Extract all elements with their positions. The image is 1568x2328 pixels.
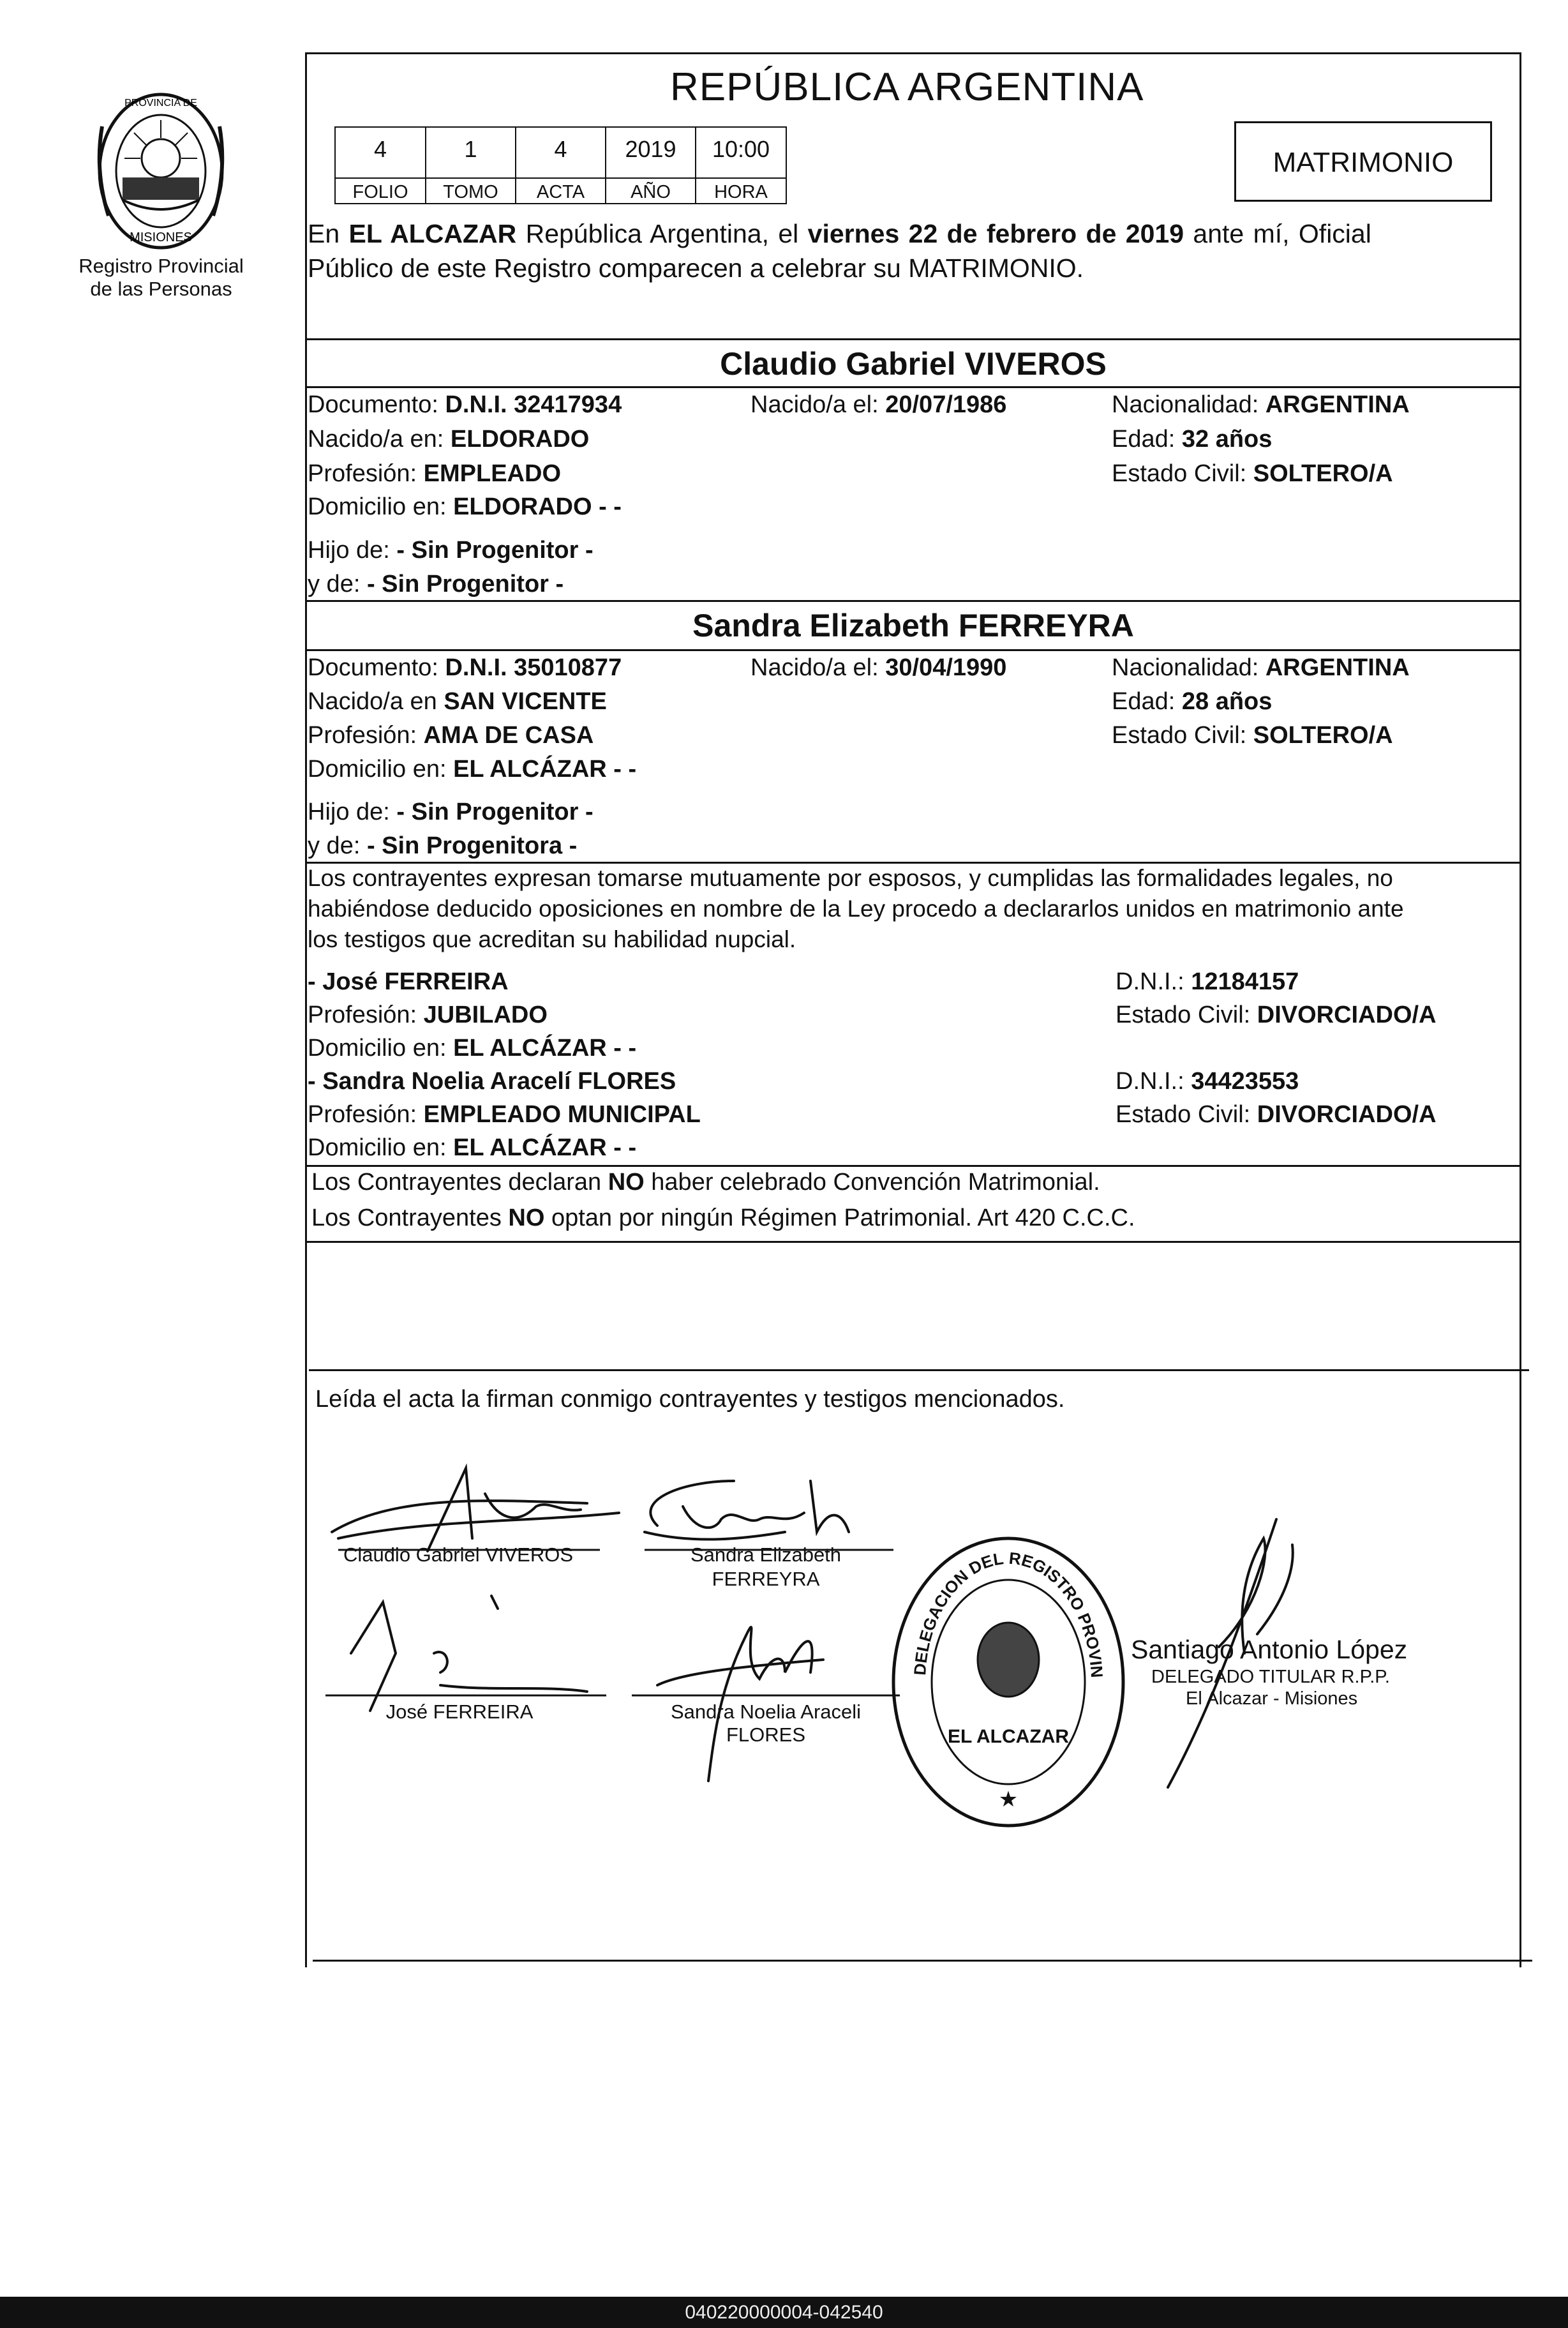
- official-stamp: [887, 1532, 1130, 1832]
- spouse1-civil-status: Estado Civil: SOLTERO/A: [1112, 460, 1393, 487]
- spouse1-and-of: y de: - Sin Progenitor -: [308, 571, 564, 597]
- spouse1-born-on: Nacido/a el: 20/07/1986: [750, 391, 1007, 418]
- frame-bottom-border: [313, 1960, 1532, 1962]
- witness1-dni: D.N.I.: 12184157: [1116, 968, 1299, 995]
- logo-caption-line1: Registro Provincial: [78, 255, 244, 277]
- document-title: REPÚBLICA ARGENTINA: [670, 65, 1144, 109]
- folio-label: FOLIO: [352, 182, 408, 202]
- spouse1-age: Edad: 32 años: [1112, 426, 1273, 453]
- hour-label: HORA: [714, 182, 768, 202]
- tomo-label: TOMO: [443, 182, 498, 202]
- logo: [89, 82, 233, 254]
- intro-line1: En EL ALCAZAR República Argentina, el viernes 22 de febrero de 2019 ante mí, Oficial: [308, 219, 1371, 248]
- acta-value: 4: [554, 136, 567, 162]
- stamp-text-outer: DELEGACION DEL REGISTRO PROVIN: [910, 1548, 1107, 1679]
- field-folio-cell: [334, 126, 426, 204]
- record-type: MATRIMONIO: [1273, 147, 1454, 178]
- spouse1-domicile: Domicilio en: ELDORADO - -: [308, 493, 622, 520]
- record-type-box: [1234, 121, 1492, 202]
- spouse2-document: Documento: D.N.I. 35010877: [308, 654, 622, 681]
- intro-place: EL ALCAZAR: [348, 219, 517, 248]
- witness2-civil-status: Estado Civil: DIVORCIADO/A: [1116, 1101, 1437, 1128]
- spouse1-name: Claudio Gabriel VIVEROS: [720, 346, 1107, 382]
- spouse1-child-of: Hijo de: - Sin Progenitor -: [308, 537, 594, 564]
- spouse2-civil-status: Estado Civil: SOLTERO/A: [1112, 722, 1393, 749]
- intro-date: viernes 22 de febrero de 2019: [807, 219, 1184, 248]
- footer-barcode-strip: [0, 2297, 1568, 2328]
- svg-text:★: ★: [998, 1787, 1019, 1812]
- seal-text-top: PROVINCIA DE: [124, 98, 197, 109]
- folio-value: 4: [373, 136, 387, 162]
- witness2-profession: Profesión: EMPLEADO MUNICIPAL: [308, 1101, 701, 1128]
- reading-statement: Leída el acta la firman conmigo contrayentes y testigos mencionados.: [315, 1386, 1065, 1413]
- footer-code: 040220000004-042540: [685, 2302, 883, 2323]
- witness1-name: - José FERREIRA: [308, 968, 509, 995]
- witness1-civil-status: Estado Civil: DIVORCIADO/A: [1116, 1002, 1437, 1028]
- spouse2-born-in: Nacido/a en SAN VICENTE: [308, 688, 607, 715]
- field-acta-cell: [515, 126, 606, 204]
- tomo-value: 1: [464, 136, 477, 162]
- signature-label-witness2-line2: FLORES: [726, 1723, 806, 1746]
- spouse2-domicile: Domicilio en: EL ALCÁZAR - -: [308, 756, 637, 783]
- hour-value: 10:00: [712, 136, 770, 162]
- year-label: AÑO: [631, 182, 671, 202]
- witness1-profession: Profesión: JUBILADO: [308, 1002, 548, 1028]
- witness2-domicile: Domicilio en: EL ALCÁZAR - -: [308, 1134, 637, 1161]
- signature-claudio: [332, 1468, 619, 1551]
- signature-label-witness2-line1: Sandra Noelia Araceli: [670, 1701, 862, 1723]
- seal-text-bottom: MISIONES: [130, 230, 192, 244]
- spouse2-nationality: Nacionalidad: ARGENTINA: [1112, 654, 1410, 681]
- field-year-cell: [605, 126, 696, 204]
- acta-label: ACTA: [536, 182, 585, 202]
- stamp-text-inner: EL ALCAZAR: [948, 1726, 1069, 1747]
- field-tomo-cell: [425, 126, 516, 204]
- frame-top-border: [305, 52, 1521, 54]
- province-seal-logo: [89, 82, 233, 254]
- logo-caption-line2: de las Personas: [90, 278, 232, 300]
- signature-label-spouse2-line1: Sandra Elizabeth: [690, 1543, 842, 1566]
- signature-jose: [351, 1596, 587, 1711]
- spouse2-born-on: Nacido/a el: 30/04/1990: [750, 654, 1007, 681]
- field-hour-cell: [695, 126, 787, 204]
- spouse2-profession: Profesión: AMA DE CASA: [308, 722, 594, 749]
- spouse1-nationality: Nacionalidad: ARGENTINA: [1112, 391, 1410, 418]
- spouse2-and-of: y de: - Sin Progenitora -: [308, 832, 578, 859]
- spouse2-child-of: Hijo de: - Sin Progenitor -: [308, 799, 594, 825]
- witness1-domicile: Domicilio en: EL ALCÁZAR - -: [308, 1035, 637, 1062]
- convention-line2: Los Contrayentes NO optan por ningún Régimen Patrimonial. Art 420 C.C.C.: [311, 1205, 1135, 1231]
- year-value: 2019: [625, 136, 676, 162]
- witness2-dni: D.N.I.: 34423553: [1116, 1068, 1299, 1095]
- signature-sandra-elizabeth: [645, 1481, 849, 1540]
- intro-line2: Público de este Registro comparecen a celebrar su MATRIMONIO.: [308, 253, 1084, 283]
- spouse1-born-in: Nacido/a en: ELDORADO: [308, 426, 590, 453]
- signature-label-spouse1: Claudio Gabriel VIVEROS: [343, 1543, 574, 1566]
- officer-name: Santiago Antonio López: [1131, 1635, 1408, 1664]
- spouse2-age: Edad: 28 años: [1112, 688, 1273, 715]
- witness2-name: - Sandra Noelia Aracelí FLORES: [308, 1068, 676, 1095]
- declaration-line2: habiéndose deducido oposiciones en nombre de la Ley procedo a declararlos unidos en matrimonio ante: [308, 896, 1404, 922]
- convention-line1: Los Contrayentes declaran NO haber celebrado Convención Matrimonial.: [311, 1169, 1100, 1196]
- declaration-line3: los testigos que acreditan su habilidad nupcial.: [308, 926, 796, 952]
- spouse1-document: Documento: D.N.I. 32417934: [308, 391, 622, 418]
- declaration-line1: Los contrayentes expresan tomarse mutuamente por esposos, y cumplidas las formalidades legales, no: [308, 865, 1393, 891]
- signature-label-spouse2-line2: FERREYRA: [712, 1568, 820, 1590]
- officer-role: DELEGADO TITULAR R.P.P.: [1151, 1667, 1390, 1687]
- officer-place: El Alcazar - Misiones: [1186, 1688, 1358, 1709]
- signature-label-witness1: José FERREIRA: [385, 1701, 534, 1723]
- spouse2-name: Sandra Elizabeth FERREYRA: [692, 608, 1134, 643]
- spouse1-profession: Profesión: EMPLEADO: [308, 460, 562, 487]
